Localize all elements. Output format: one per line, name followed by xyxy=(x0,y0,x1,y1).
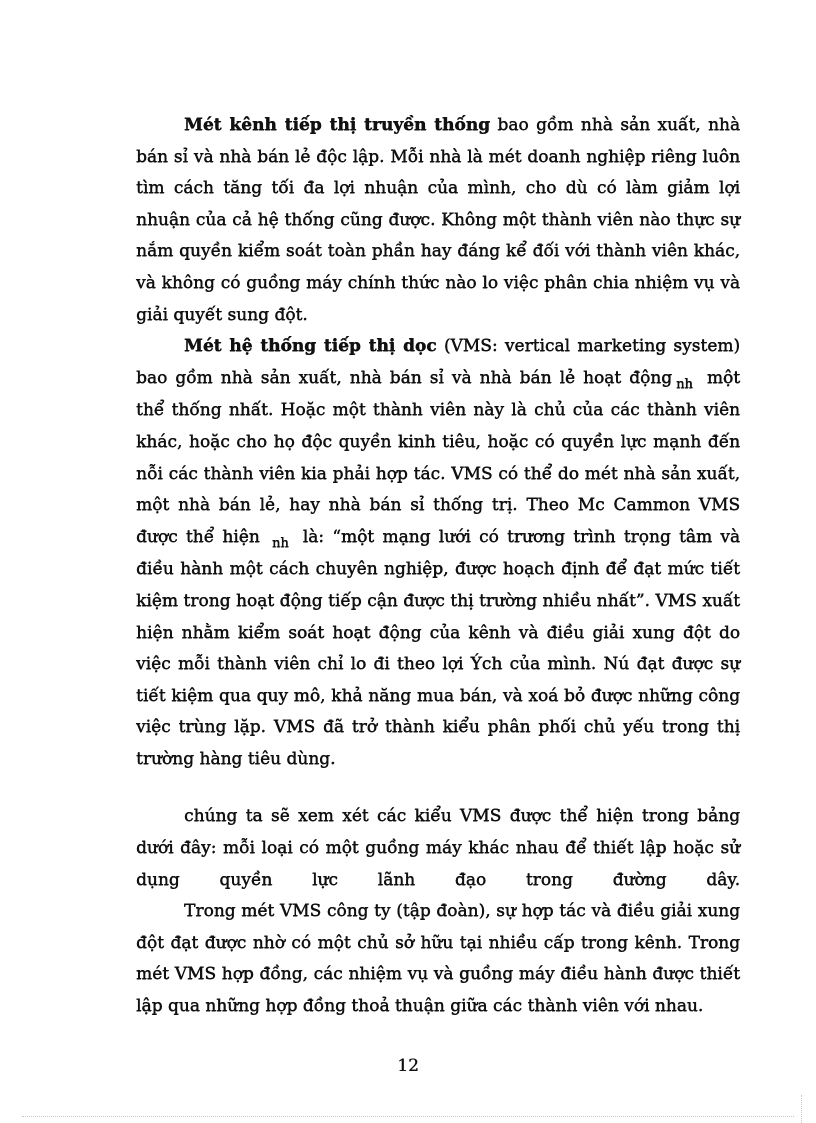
page-border-dotted xyxy=(22,1116,794,1117)
paragraph-text: một thể thống nhất. Hoặc một thành viên này là chủ của các thành viên khác, hoặc cho họ độc quyền kinh tiêu, hoặc có quyền lực mạnh đến nỗi các thành viên kia phải hợp tác. VMS có thể do mét nhà sản xuất, một nhà bán lẻ, hay nhà bán sỉ thống trị. Theo Mc Cammon VMS được thể hiện xyxy=(136,367,740,547)
term-vms: Mét hệ thống tiếp thị dọc xyxy=(184,336,437,357)
text-artifact: nh xyxy=(271,535,289,551)
page-border-corner xyxy=(801,1095,802,1123)
page-number: 12 xyxy=(397,1056,419,1076)
text-artifact: nh xyxy=(676,376,693,392)
paragraph-text: Trong mét VMS công ty (tập đoàn), sự hợp tác và điều giải xung đột đạt được nhờ có một chủ sở hữu tại nhiều cấp trong kênh. Trong mét VMS hợp đồng, các nhiệm vụ và guồng máy điều hành được thiết lập qua những hợp đồng thoả thuận giữa các thành viên với nhau. xyxy=(136,901,740,1017)
paragraph-vms-types xyxy=(136,801,740,896)
paragraph-traditional-channel xyxy=(136,110,740,331)
paragraph-gap xyxy=(136,775,740,801)
paragraph-text: bao gồm nhà sản xuất, nhà bán sỉ và nhà bán lẻ độc lập. Mỗi nhà là mét doanh nghiệp riêng luôn tìm cách tăng tối đa lợi nhuận của mình, cho dù có làm giảm lợi nhuận của cả hệ thống cũng được. Không một thành viên nào thực sự nắm quyền kiểm soát toàn phần hay đáng kể đối với thành viên khác, và không có guồng máy chính thức nào lo việc phân chia nhiệm vụ và giải quyết sung đột. xyxy=(136,115,740,325)
paragraph-text: (VMS: vertical marketing system) bao gồm nhà sản xuất, nhà bán sỉ và nhà bán lẻ hoạt động xyxy=(136,336,741,388)
term-traditional-channel: Mét kênh tiếp thị truyền thống xyxy=(184,115,490,135)
paragraph-text: chúng ta sẽ xem xét các kiểu VMS được thể hiện trong bảng dưới đây: mỗi loại có một guồng máy khác nhau để thiết lập hoặc sử dụng quyền lực lãnh đạo trong đường dây. xyxy=(136,806,740,890)
paragraph-corporate-vms xyxy=(136,896,740,1022)
document-body xyxy=(136,110,740,1023)
paragraph-text: là: “một mạng lưới có trương trình trọng tâm và điều hành một cách chuyên nghiệp, được hoạch định để đạt mức tiết kiệm trong hoạt động tiếp cận được thị trường nhiều nhất”. VMS xuất hiện nhằm kiểm soát hoạt động của kênh và điều giải xung đột do việc mỗi thành viên chỉ lo đi theo lợi Ých của mình. Nú đạt được sự tiết kiệm qua quy mô, khả năng mua bán, và xoá bỏ được những công việc trùng lặp. VMS đã trở thành kiểu phân phối chủ yếu trong thị trường hàng tiêu dùng. xyxy=(136,526,741,769)
paragraph-vms xyxy=(136,331,740,775)
